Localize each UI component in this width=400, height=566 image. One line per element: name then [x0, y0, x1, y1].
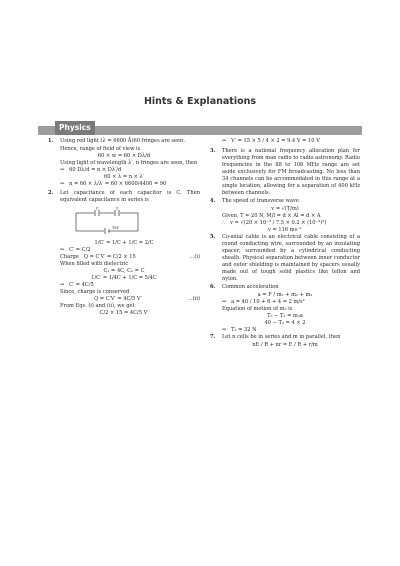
equation: v = 116 ms⁻¹ — [268, 227, 302, 233]
equation: 60 × λ = n × λ′ — [104, 174, 144, 180]
question-5 — [210, 234, 360, 283]
equation: ⇒ C′ = 4C/5 — [60, 282, 94, 288]
capacitor-label: C — [96, 207, 99, 211]
question-number: 2. — [48, 190, 54, 196]
equation: ⇒ 60 Dλ/d = n × Dλ′/d — [60, 167, 122, 173]
equation: a = F / m₁ + m₂ + m₃ — [257, 292, 313, 298]
equation: C/2 × 15 = 4C/5 V′ — [99, 310, 149, 316]
equation-row — [48, 254, 200, 261]
question-number: 5. — [210, 234, 216, 240]
question-text: Co-axial cable is an electrical cable consisting of a round conducting wire, surrounded by an insulating spacer, surrounded by a cylindrical conducting sheath. Physical separation between inner conductor and outer shielding is maintained by spacers usually made out of tough solid plastics like teflon and nylon. — [222, 234, 360, 282]
equation: ∴ v = √(20 × 10⁻³ / 7.5 × 0.2 × (10⁻³)²) — [222, 220, 327, 226]
question-text: There is a national frequency allocation plan for everything from man radio to radio astronomy. Radio frequencies in the 88 to 108 MHz range are set aside exclusively for FM broadcasting. No less than 34 channels can be accommodated in this range at a single location, allowing for a separation of 400 kHz between channels. — [222, 148, 360, 196]
equation: 40 − T₂ = 4 × 2 — [264, 320, 306, 326]
equation: v = √(T/m) — [271, 206, 299, 212]
equation: T₃ − T₂ = m₃a — [267, 313, 303, 319]
question-text: Using red light (λ = 6600 Å)60 fringes are seen. — [60, 138, 185, 144]
question-number: 1. — [48, 138, 54, 144]
equation: Q = C′V′ = 4C/5 V′ — [94, 296, 142, 302]
equation: 1/C′ = 1/4C + 1/C = 5/4C — [91, 275, 157, 281]
equation: C₁ = 4C, C₂ = C — [103, 268, 145, 274]
question-6 — [210, 284, 360, 291]
equation-tag: ...(i) — [189, 254, 200, 260]
capacitor-circuit-diagram — [72, 207, 142, 235]
equation: ⇒ C′ = C/2 — [60, 247, 91, 253]
text-line: Using light of wavelength λ′, n fringes are seen, then — [60, 160, 198, 166]
right-column — [210, 138, 360, 349]
question-4 — [210, 198, 360, 205]
question-number: 6. — [210, 284, 216, 290]
left-column — [48, 138, 200, 317]
equation: ⇒ a = 40 / 10 + 6 + 4 = 2 m/s² — [222, 299, 305, 305]
question-1 — [48, 138, 200, 145]
voltage-label: 15V — [112, 226, 119, 230]
text-line: From Eqs. (i) and (ii), we get — [60, 303, 135, 309]
equation: ⇒ V′ = 15 × 5 / 4 × 2 = 9.4 V = 10 V — [222, 138, 320, 144]
question-3 — [210, 148, 360, 197]
equation-tag: ...(ii) — [187, 296, 200, 302]
capacitor-label: C — [116, 207, 119, 211]
equation: 60 × w = 60 × Dλ/d — [97, 153, 151, 159]
equation: ⇒ n = 60 × λ/λ′ = 60 × 6600/4400 = 90 — [60, 181, 167, 187]
question-text: Let n cells be in series and m in parallel, then — [222, 334, 341, 340]
equation: Charge Q = C′V′ = C/2 × 15 — [60, 254, 136, 260]
section-label: Physics — [55, 121, 95, 135]
text-line: When filled with dielectric — [60, 261, 129, 267]
text-line: Since, charge is conserved — [60, 289, 130, 295]
question-text: The speed of transverse wave — [222, 198, 299, 204]
question-2 — [48, 190, 200, 204]
question-text: Common acceleration — [222, 284, 279, 290]
equation: nE / R + nr = E / R + r/m — [252, 342, 318, 348]
text-line: Hence, range of field of view is — [60, 146, 141, 152]
question-number: 7. — [210, 334, 216, 340]
equation-row — [48, 296, 200, 303]
question-number: 3. — [210, 148, 216, 154]
page-title: Hints & Explanations — [143, 96, 257, 107]
question-7 — [210, 334, 360, 341]
question-text: Let capacitance of each capacitor is C. Then equivalent capacitance in series is — [60, 190, 200, 203]
question-number: 4. — [210, 198, 216, 204]
equation: 1/C′ = 1/C + 1/C = 2/C — [94, 240, 154, 246]
text-line: Equation of motion of m₃ is — [222, 306, 293, 312]
equation: Given, T = 20 N, M/l = d × Al = d × A — [222, 213, 321, 219]
equation: ⇒ T₂ = 32 N — [222, 327, 257, 333]
